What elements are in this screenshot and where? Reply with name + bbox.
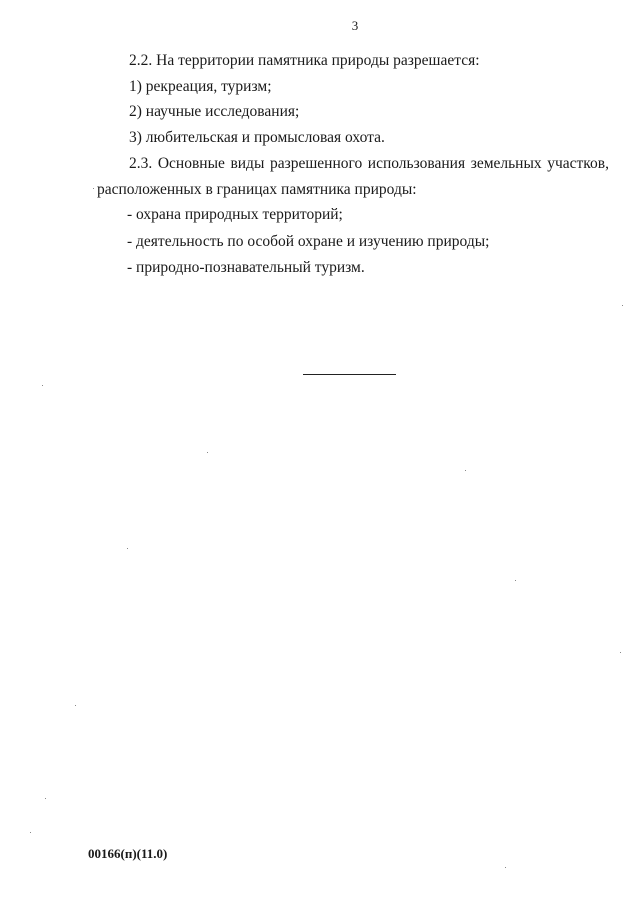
scan-speck <box>93 188 94 189</box>
scan-speck <box>75 705 76 706</box>
page-number: 3 <box>351 18 359 33</box>
scan-speck <box>127 548 128 549</box>
scan-speck <box>620 652 621 653</box>
list-item-nature-study: - деятельность по особой охране и изучению природы; <box>127 233 490 250</box>
scan-speck <box>30 832 31 833</box>
scan-speck <box>207 452 208 453</box>
section-2-3-continuation: расположенных в границах памятника природы: <box>97 181 417 198</box>
scan-speck <box>622 305 623 306</box>
scan-speck <box>505 867 506 868</box>
list-item-hunting: 3) любительская и промысловая охота. <box>129 129 385 146</box>
scan-speck <box>42 385 43 386</box>
scan-speck <box>465 470 466 471</box>
footer-code: 00166(п)(11.0) <box>88 846 168 861</box>
scan-speck <box>515 580 516 581</box>
end-divider <box>303 374 396 375</box>
section-2-2-heading: 2.2. На территории памятника природы разрешается: <box>129 52 480 69</box>
list-item-eco-tourism: - природно-познавательный туризм. <box>127 259 365 276</box>
section-2-3-heading: 2.3. Основные виды разрешенного использования земельных участков, <box>129 155 609 172</box>
list-item-recreation: 1) рекреация, туризм; <box>129 78 272 95</box>
list-item-research: 2) научные исследования; <box>129 103 300 120</box>
scan-speck <box>45 798 46 799</box>
list-item-territory-protection: - охрана природных территорий; <box>127 206 343 223</box>
